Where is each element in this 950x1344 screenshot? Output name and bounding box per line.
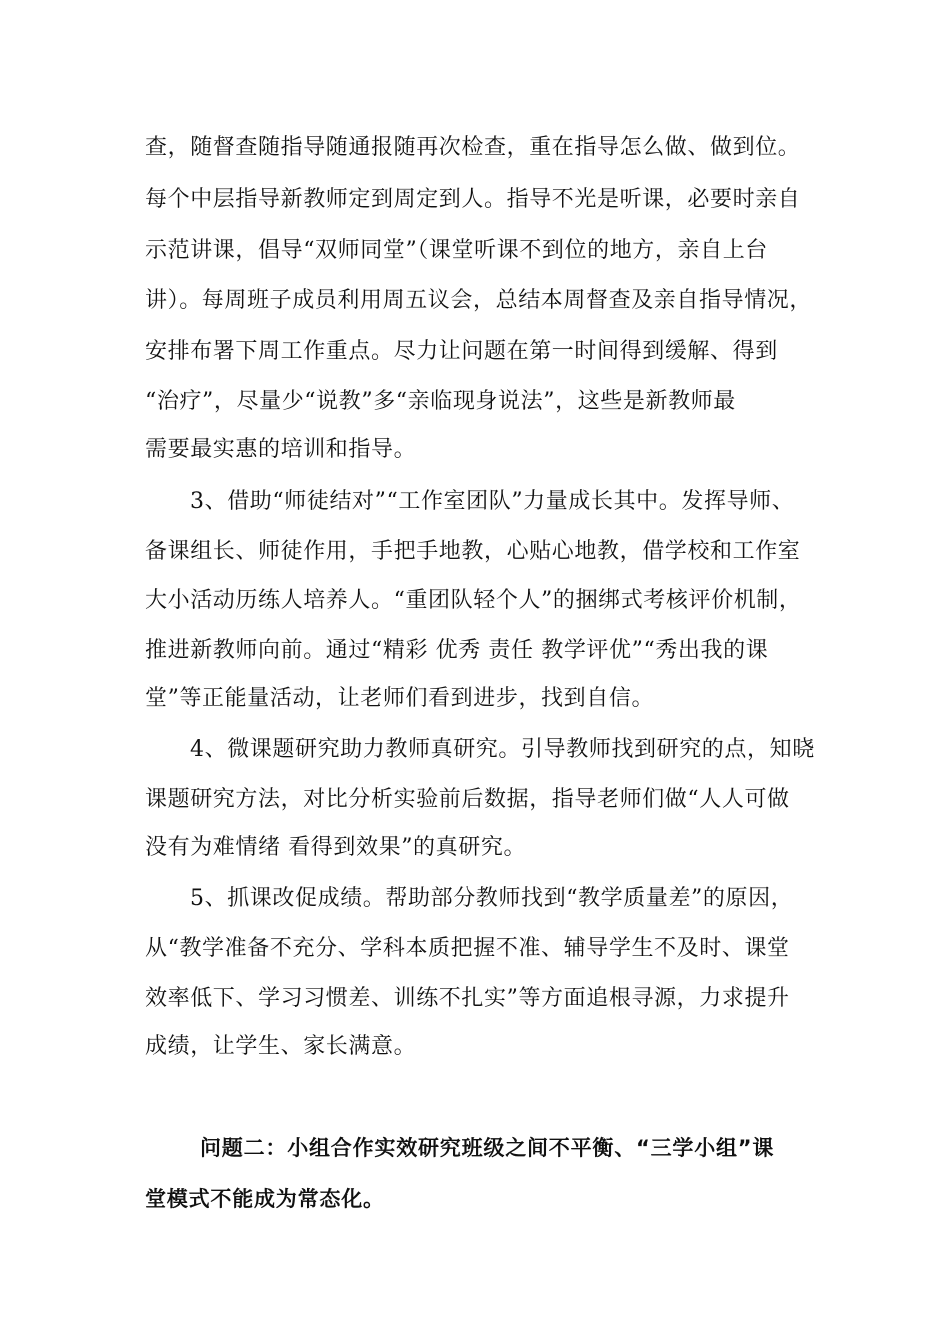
text-line: 安排布署下周工作重点。尽力让问题在第一时间得到缓解、得到 [145,339,778,364]
text-line: 没有为难情绪 看得到效果”的真研究。 [145,835,527,860]
text-line: 需要最实惠的培训和指导。 [145,437,417,462]
text-line: 堂”等正能量活动，让老师们看到进步，找到自信。 [145,686,655,711]
text-line: 课题研究方法，对比分析实验前后数据，指导老师们做“人人可做 [145,787,790,812]
text-line: 每个中层指导新教师定到周定到人。指导不光是听课，必要时亲自 [145,187,801,212]
section-heading-continued: 堂模式不能成为常态化。 [145,1187,385,1211]
paragraph-5-start: 5、抓课改促成绩。帮助部分教师找到“教学质量差”的原因， [190,886,794,911]
text-line: 效率低下、学习习惯差、训练不扎实”等方面追根寻源，力求提升 [145,986,790,1011]
text-line: 备课组长、师徒作用，手把手地教，心贴心地教，借学校和工作室 [145,539,801,564]
section-heading: 问题二：小组合作实效研究班级之间不平衡、“三学小组”课 [200,1136,775,1160]
text-line: “治疗”，尽量少“说教”多“亲临现身说法”，这些是新教师最 [145,389,736,414]
text-line: 大小活动历练人培养人。“重团队轻个人”的捆绑式考核评价机制， [145,588,802,613]
text-line: 推进新教师向前。通过“精彩 优秀 责任 教学评优”“秀出我的课 [145,638,769,663]
text-line: 从“教学准备不充分、学科本质把握不准、辅导学生不及时、课堂 [145,936,790,961]
paragraph-4-start: 4、微课题研究助力教师真研究。引导教师找到研究的点，知晓 [190,737,815,762]
text-line: 讲）。每周班子成员利用周五议会，总结本周督查及亲自指导情况， [145,288,813,313]
text-line: 成绩，让学生、家长满意。 [145,1034,417,1059]
text-line: 查，随督查随指导随通报随再次检查，重在指导怎么做、做到位。 [145,135,801,160]
paragraph-3-start: 3、借助“师徒结对”“工作室团队”力量成长其中。发挥导师、 [190,489,795,514]
text-line: 示范讲课，倡导“双师同堂”（课堂听课不到位的地方，亲自上台 [145,238,768,263]
